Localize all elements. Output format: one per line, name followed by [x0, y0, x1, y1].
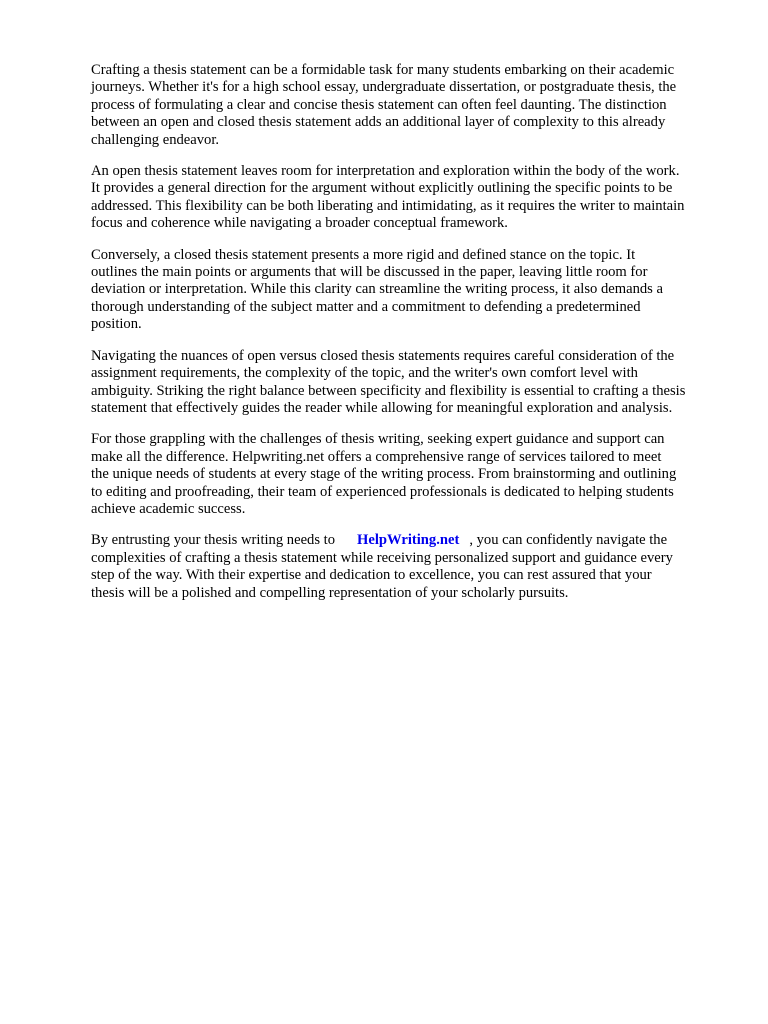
document-page [91, 62, 726, 616]
paragraph-intro: Crafting a thesis statement can be a formidable task for many students embarking on their academic journeys. Whether it's for a high school essay, undergraduate dissertation, or postgraduate thesis, the process of formulating a clear and concise thesis statement can often feel daunting. The distinction between an open and closed thesis statement adds an additional layer of complexity to this already challenging endeavor. [91, 62, 677, 148]
paragraph-conclusion [91, 532, 726, 602]
paragraph-expert-guidance: For those grappling with the challenges of thesis writing, seeking expert guidance and support can make all the difference. Helpwriting.net offers a comprehensive range of services tailored to meet the unique needs of students at every stage of the writing process. From brainstorming and outlining to editing and proofreading, their team of experienced professionals is dedicated to helping students achieve academic success. [91, 431, 677, 517]
helpwriting-link[interactable]: HelpWriting.net [357, 532, 460, 549]
paragraph-navigating-nuances: Navigating the nuances of open versus closed thesis statements requires careful consideration of the assignment requirements, the complexity of the topic, and the writer's own comfort level with ambiguity. Striking the right balance between specificity and flexibility is essential to crafting a thesis statement that effectively guides the reader while allowing for meaningful exploration and analysis. [91, 347, 686, 416]
paragraph-open-thesis: An open thesis statement leaves room for interpretation and exploration within the body of the work. It provides a general direction for the argument without explicitly outlining the specific points to be addressed. This flexibility can be both liberating and intimidating, as it requires the writer to maintain focus and coherence while navigating a broader conceptual framework. [91, 163, 685, 232]
conclusion-text-after-link: , you can confidently navigate the complexities of crafting a thesis statement while receiving personalized support and guidance every step of the way. With their expertise and dedication to excellence, you can rest assured that your thesis will be a polished and compelling representation of your scholarly pursuits. [91, 532, 673, 601]
conclusion-text-before-link: By entrusting your thesis writing needs to [91, 532, 336, 549]
paragraph-closed-thesis: Conversely, a closed thesis statement presents a more rigid and defined stance on the topic. It outlines the main points or arguments that will be discussed in the paper, leaving little room for deviation or interpretation. While this clarity can streamline the writing process, it also demands a thorough understanding of the subject matter and a commitment to defending a predetermined position. [91, 246, 663, 333]
